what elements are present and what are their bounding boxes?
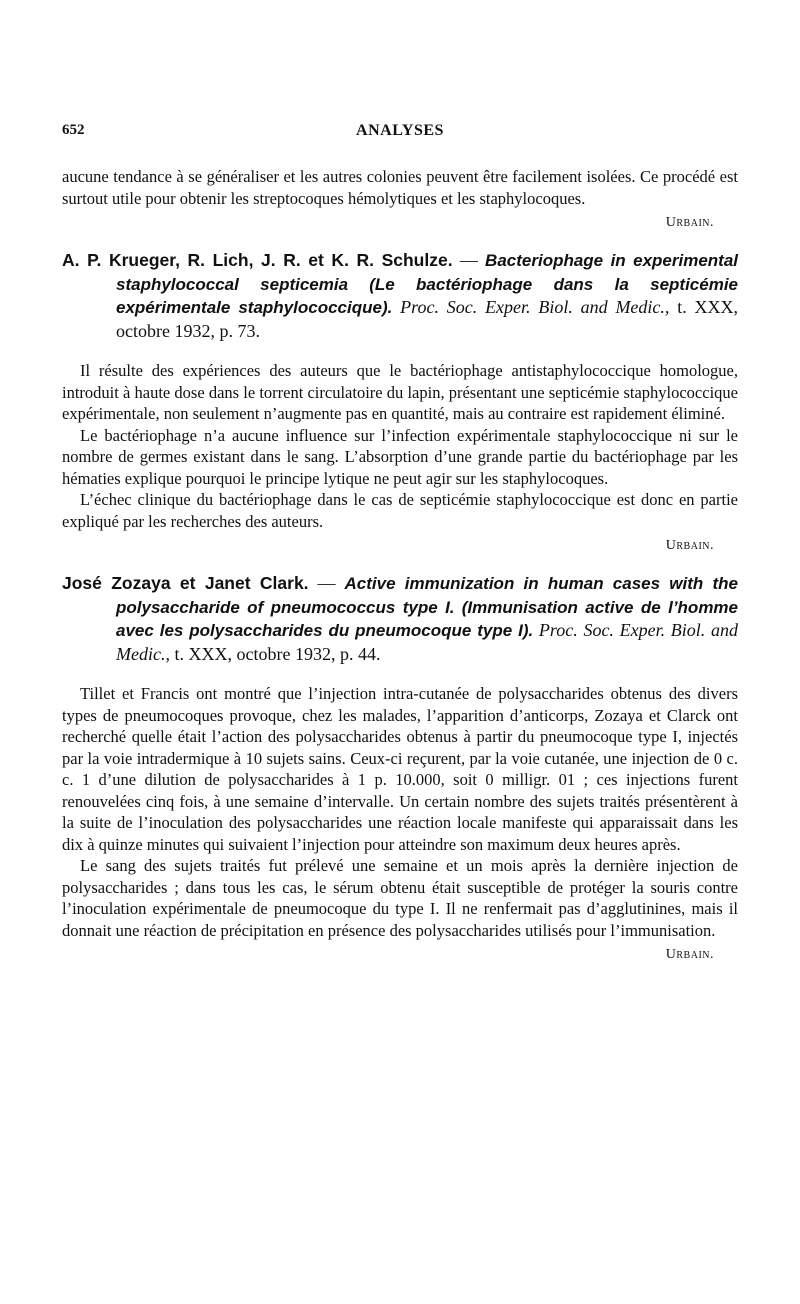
- article-2-title-en: Active immunization in human cases with the polysaccharide of pneumococcus type I.: [116, 574, 738, 617]
- article-2-journal: Proc. Soc. Exper. Biol. and Medic.,: [116, 620, 739, 664]
- article-1-citation: t. XXX, octobre 1932, p. 73.: [116, 297, 739, 341]
- article-1: [62, 249, 738, 554]
- page-header: [62, 122, 738, 144]
- page-number: 652: [62, 122, 85, 138]
- article-1-journal: Proc. Soc. Exper. Biol. and Medic.,: [400, 297, 670, 317]
- article-1-signature: Urbain.: [665, 538, 714, 553]
- article-2-dash: —: [308, 573, 345, 593]
- article-1-paragraph: Il résulte des expériences des auteurs que le bactériophage antistaphylococcique homologue, introduit à haute dose dans le torrent circulatoire du lapin, présentant une septicémie staphylococcique expérimentale, non seulement n’augmente pas en quantité, mais au contraire est rapidement éliminé.: [62, 361, 738, 423]
- intro-signature: Urbain.: [665, 215, 714, 230]
- intro-paragraph: aucune tendance à se généraliser et les autres colonies peuvent être facilement isolées. Ce procédé est surtout utile pour obtenir les streptocoques hémolytiques et les staphylocoques.: [62, 167, 738, 208]
- article-1-reference: [62, 249, 738, 342]
- article-2: [62, 572, 738, 963]
- article-2-authors: José Zozaya et Janet Clark.: [62, 573, 309, 593]
- article-1-paragraph: L’échec clinique du bactériophage dans le cas de septicémie staphylococcique est donc en partie expliqué par les recherches des auteurs.: [62, 490, 738, 531]
- article-2-citation: t. XXX, octobre 1932, p. 44.: [169, 643, 381, 664]
- article-2-paragraph: Tillet et Francis ont montré que l’injection intra-cutanée de polysaccharides obtenus des divers types de pneumocoques provoque, chez les malades, l’apparition d’anticorps, Zozaya et Clarck ont recherché quelle était l’action des polysaccharides obtenus à partir du pneumocoque type I, injectés par la voie intradermique à 10 sujets sains. Ceux-ci reçurent, par la voie cutanée, une injection de 0 c. c. 1 d’une dilution de polysaccharides à 1 p. 10.000, soit 0 milligr. 01 ; ces injections furent renouvelées cinq fois, à une semaine d’intervalle. Un certain nombre des sujets traités présentèrent à la suite de l’inoculation des polysaccharides une réaction locale manifeste qui apparaissait dans les dix à quinze minutes qui suivaient l’injection pour atteindre son maximum deux heures après.: [62, 684, 738, 854]
- running-head: ANALYSES: [356, 122, 444, 139]
- article-2-reference: [62, 572, 738, 665]
- article-1-title-en: Bacteriophage in experimental staphylococcal septicemia: [116, 251, 739, 294]
- article-2-title-fr: (Immunisation active de l’homme avec les polysaccharides du pneumocoque type I).: [116, 597, 739, 640]
- article-2-paragraph: Le sang des sujets traités fut prélevé une semaine et un mois après la dernière injection de polysaccharides ; dans tous les cas, le sérum obtenu était susceptible de protéger la souris contre l’inoculation expérimentale de pneumocoque du type I. Il ne renfermait pas d’agglutinines, mais il donnait une réaction de précipitation en présence des polysaccharides utilisés pour l’immunisation.: [62, 856, 738, 940]
- article-1-title-fr: (Le bactériophage dans la septicémie expérimentale staphylococcique).: [116, 274, 738, 317]
- article-1-dash: —: [452, 250, 486, 270]
- article-1-paragraph: Le bactériophage n’a aucune influence sur l’infection expérimentale staphylococcique ni sur le nombre de germes existant dans le sang. L’absorption d’une grande partie du bactériophage par les hématies explique pourquoi le principe lytique ne peut agir sur les staphylocoques.: [62, 425, 738, 488]
- article-2-signature: Urbain.: [665, 947, 714, 962]
- page-body: [62, 166, 738, 963]
- article-1-authors: A. P. Krueger, R. Lich, J. R. et K. R. Schulze.: [62, 250, 453, 270]
